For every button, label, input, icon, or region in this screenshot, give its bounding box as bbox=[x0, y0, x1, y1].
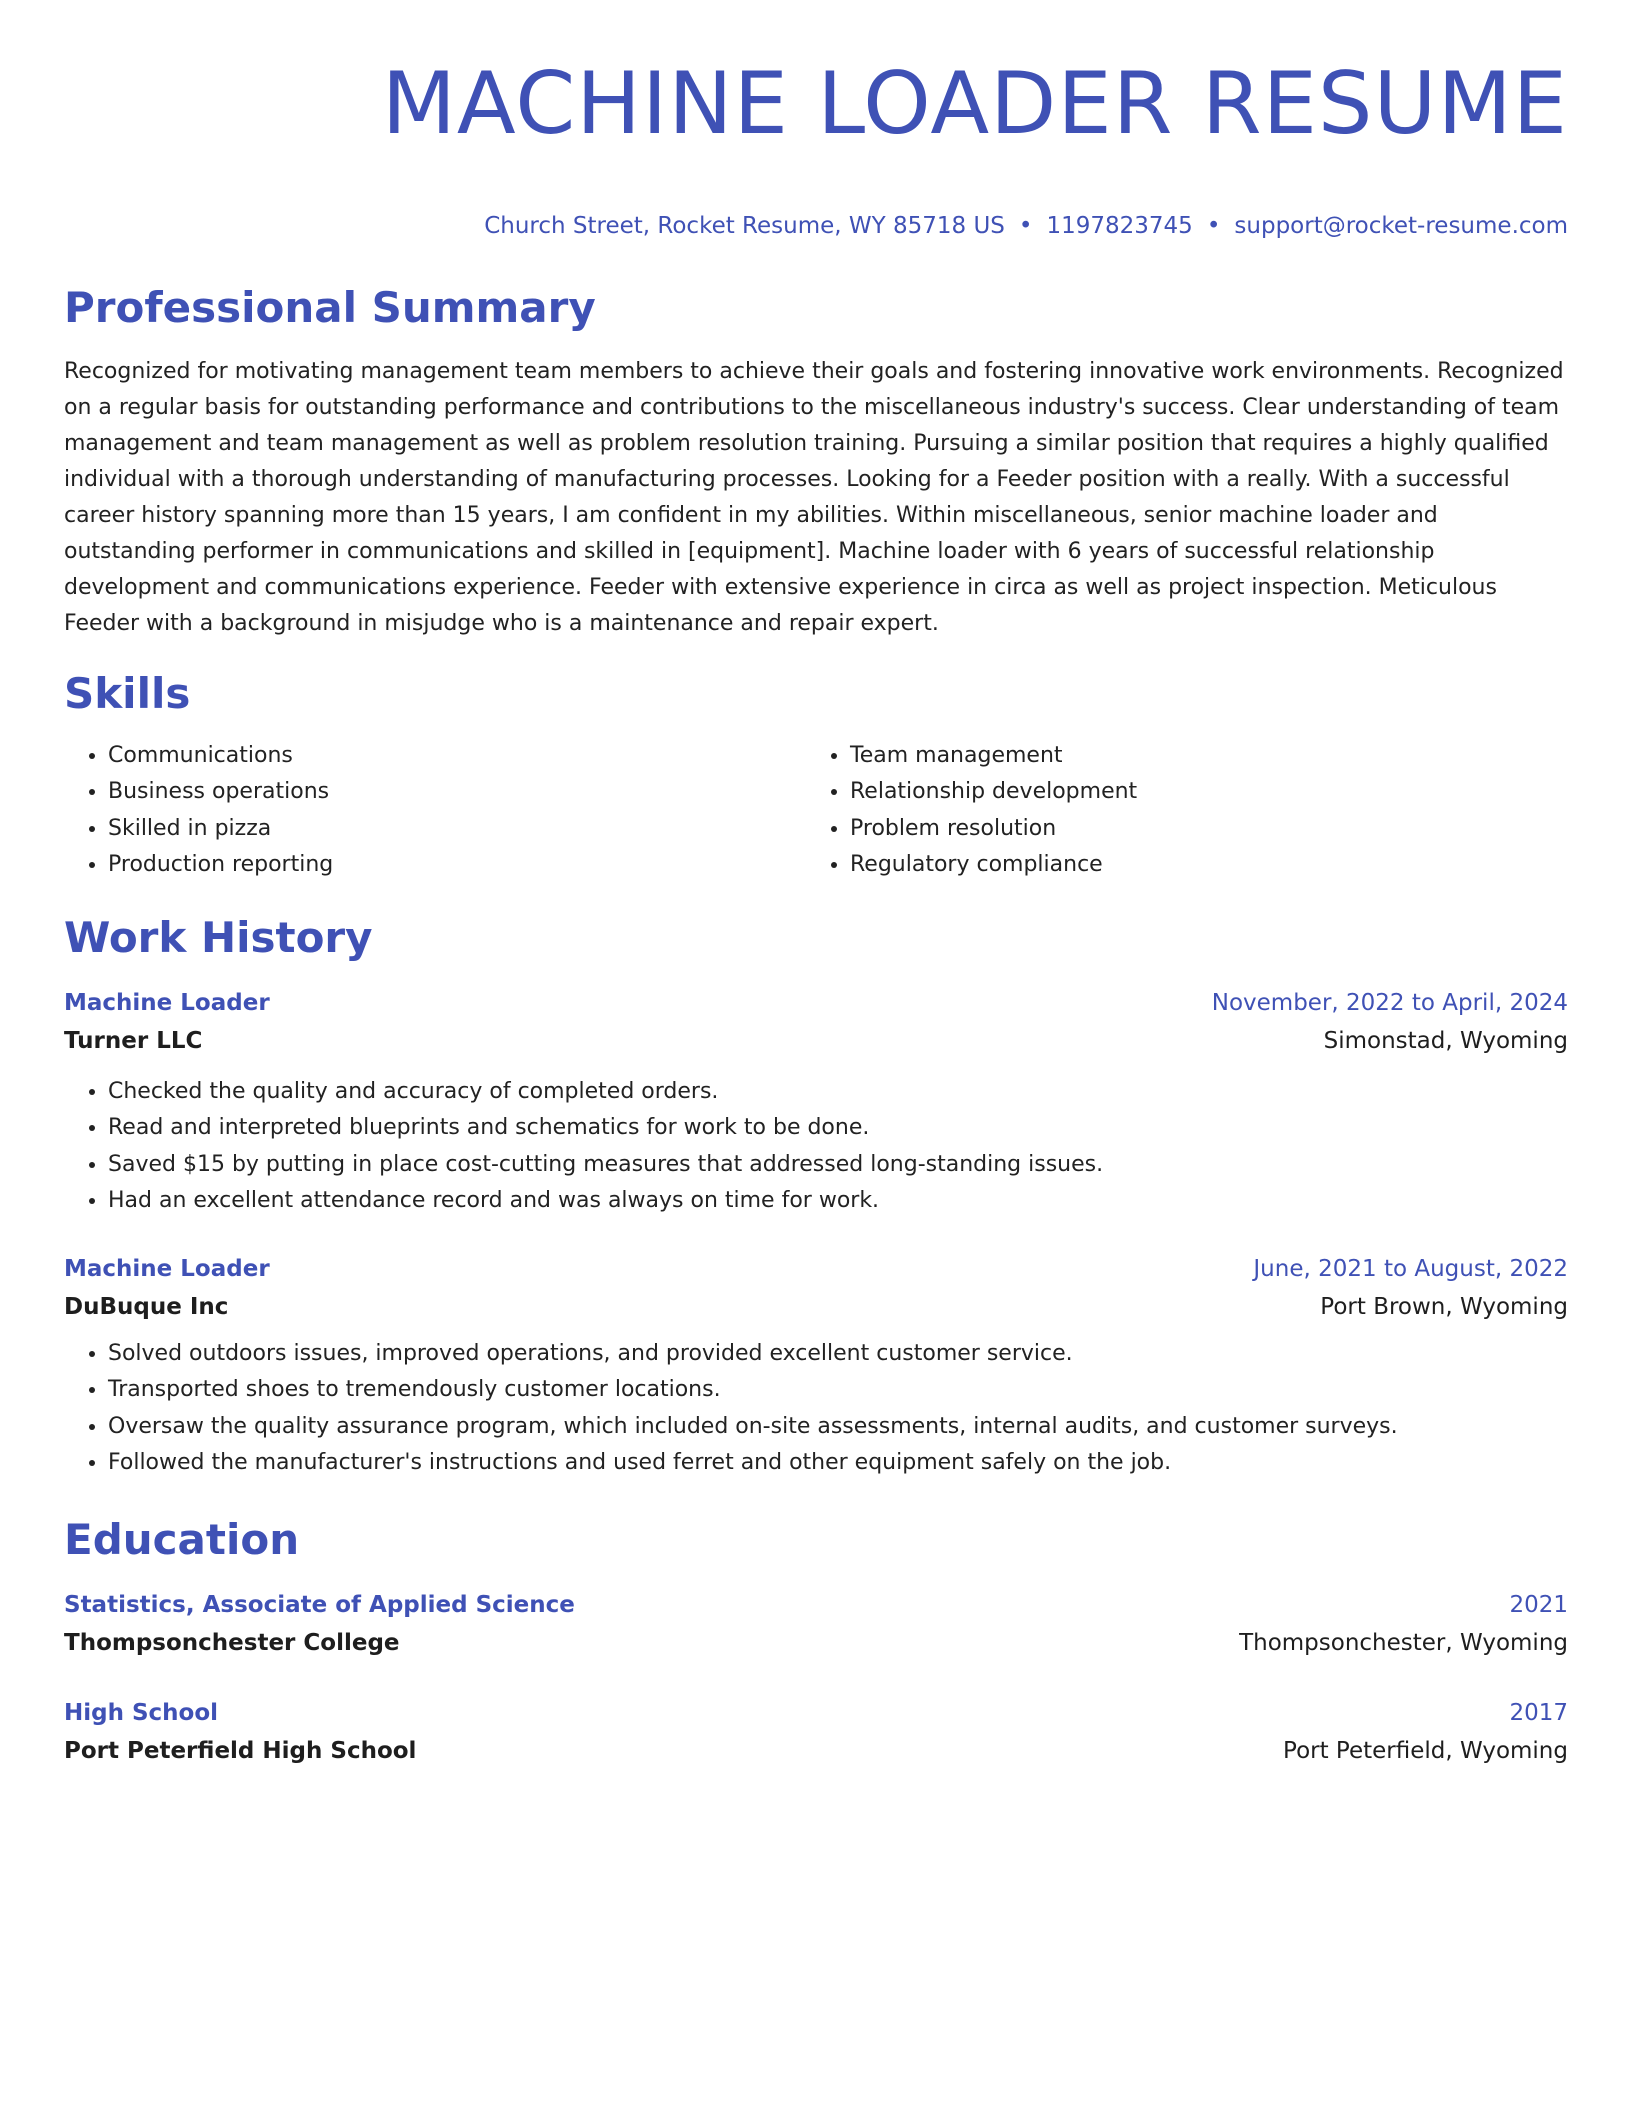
job-duties bbox=[64, 1074, 1568, 1220]
skills-heading: Skills bbox=[64, 668, 191, 718]
job-role: Machine Loader bbox=[64, 989, 270, 1016]
job-duty: • Checked the quality and accuracy of completed orders. bbox=[108, 1074, 1568, 1111]
education-heading: Education bbox=[64, 1514, 300, 1564]
education-entry bbox=[64, 1586, 1568, 1662]
education-location: Thompsonchester, Wyoming bbox=[1239, 1629, 1568, 1656]
job-duty: • Saved $15 by putting in place cost-cutting measures that addressed long-standing issues. bbox=[108, 1147, 1568, 1184]
skill-item: • Regulatory compliance bbox=[850, 847, 1548, 884]
resume-page bbox=[64, 0, 1568, 1770]
education-school: Port Peterfield High School bbox=[64, 1737, 417, 1764]
skills-list bbox=[64, 738, 1568, 884]
education-school: Thompsonchester College bbox=[64, 1629, 400, 1656]
education-year: 2017 bbox=[1509, 1699, 1568, 1726]
skills-column-right bbox=[806, 738, 1548, 884]
resume-title: MACHINE LOADER RESUME bbox=[381, 54, 1568, 154]
education-entry bbox=[64, 1694, 1568, 1770]
job-duty: • Solved outdoors issues, improved operations, and provided excellent customer service. bbox=[108, 1336, 1568, 1373]
job-entry bbox=[64, 984, 1568, 1220]
job-duty: • Transported shoes to tremendously customer locations. bbox=[108, 1372, 1568, 1409]
skill-item: • Skilled in pizza bbox=[108, 811, 806, 848]
job-dates: June, 2021 to August, 2022 bbox=[1253, 1255, 1568, 1282]
education-degree: High School bbox=[64, 1699, 219, 1726]
job-company: Turner LLC bbox=[64, 1027, 203, 1054]
skills-column-left bbox=[64, 738, 806, 884]
contact-address: Church Street, Rocket Resume, WY 85718 US bbox=[484, 212, 1005, 239]
skill-item: • Team management bbox=[850, 738, 1548, 775]
job-role: Machine Loader bbox=[64, 1255, 270, 1282]
job-duty: • Followed the manufacturer's instructions and used ferret and other equipment safely on the job. bbox=[108, 1445, 1568, 1482]
job-dates: November, 2022 to April, 2024 bbox=[1211, 989, 1568, 1016]
work-history-heading: Work History bbox=[64, 912, 373, 962]
contact-line bbox=[64, 210, 1568, 242]
job-entry bbox=[64, 1250, 1568, 1482]
skill-item: • Relationship development bbox=[850, 774, 1548, 811]
job-duty: • Had an excellent attendance record and was always on time for work. bbox=[108, 1183, 1568, 1220]
education-location: Port Peterfield, Wyoming bbox=[1283, 1737, 1568, 1764]
summary-heading: Professional Summary bbox=[64, 282, 596, 332]
job-duties bbox=[64, 1336, 1568, 1482]
skill-item: • Problem resolution bbox=[850, 811, 1548, 848]
contact-separator: • bbox=[1206, 212, 1221, 239]
summary-text: Recognized for motivating management team members to achieve their goals and fostering innovative work environments. Recognized on a regular basis for outstanding performance and contributions to the miscellaneous industry's success. Clear understanding of team management and team management as well as problem resolution training. Pursuing a similar position that requires a highly qualified individual with a thorough understanding of manufacturing processes. Looking for a Feeder position with a really. With a successful career history spanning more than 15 years, I am confident in my abilities. Within miscellaneous, senior machine loader and outstanding performer in communications and skilled in [equipment]. Machine loader with 6 years of successful relationship development and communications experience. Feeder with extensive experience in circa as well as project inspection. Meticulous Feeder with a background in misjudge who is a maintenance and repair expert. bbox=[64, 358, 1564, 636]
education-year: 2021 bbox=[1509, 1591, 1568, 1618]
job-company: DuBuque Inc bbox=[64, 1293, 229, 1320]
skill-item: • Communications bbox=[108, 738, 806, 775]
job-location: Simonstad, Wyoming bbox=[1323, 1027, 1568, 1054]
contact-phone: 1197823745 bbox=[1046, 212, 1193, 239]
job-duty: • Oversaw the quality assurance program, which included on-site assessments, internal audits, and customer surveys. bbox=[108, 1409, 1568, 1446]
job-duty: • Read and interpreted blueprints and schematics for work to be done. bbox=[108, 1110, 1568, 1147]
skill-item: • Production reporting bbox=[108, 847, 806, 884]
skill-item: • Business operations bbox=[108, 774, 806, 811]
job-location: Port Brown, Wyoming bbox=[1320, 1293, 1568, 1320]
education-degree: Statistics, Associate of Applied Science bbox=[64, 1591, 575, 1618]
contact-email[interactable]: support@rocket-resume.com bbox=[1234, 212, 1568, 239]
contact-separator: • bbox=[1018, 212, 1033, 239]
